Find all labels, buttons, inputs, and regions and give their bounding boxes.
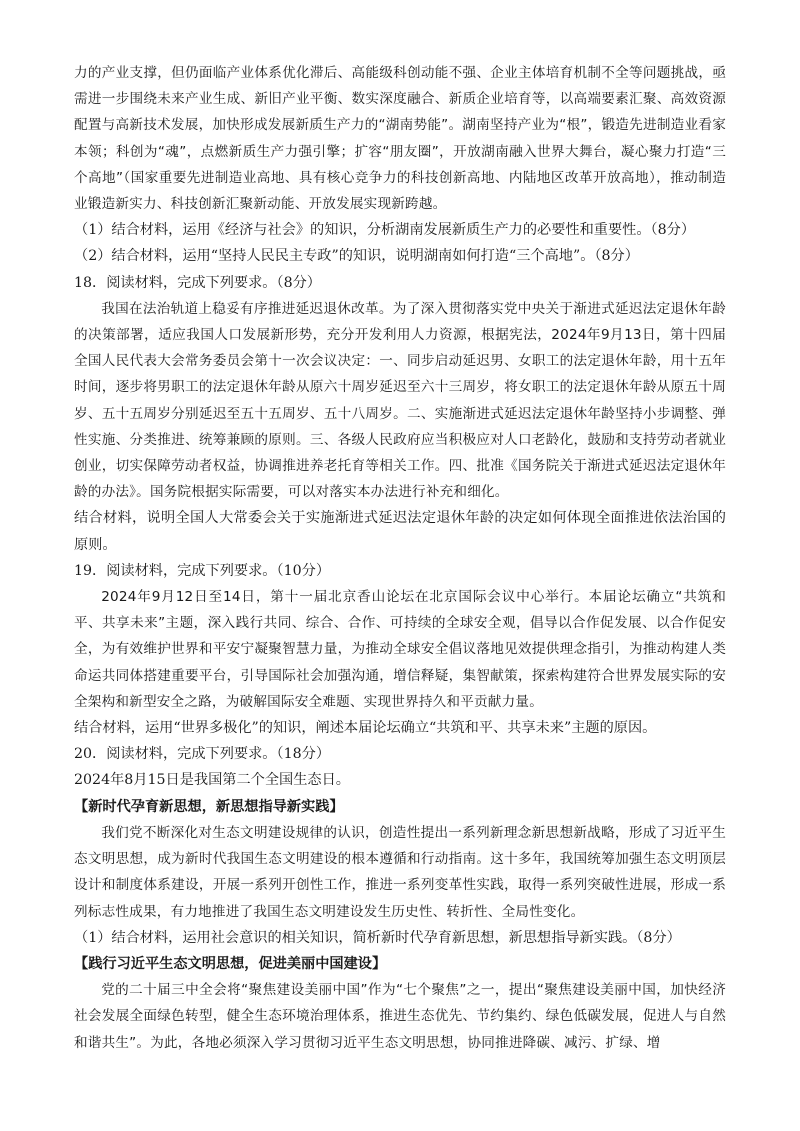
q17-subquestion-1: （1）结合材料，运用《经济与社会》的知识，分析湖南发展新质生产力的必要性和重要性。（8分） [74,222,696,239]
q17-material-continued: 力的产业支撑，但仍面临产业体系优化滞后、高能级科创动能不强、企业主体培育机制不全等问题挑战，亟需进一步围绕未来产业生成、新旧产业平衡、数实深度融合、新质企业培育等，以高端要素汇聚、高效资源配置与高新技术发展，加快形成发展新质生产力的“湖南势能”。湖南坚持产业为“根”，锻造先进制造业看家本领；科创为“魂”，点燃新质生产力强引擎；扩容“朋友圈”，开放湖南融入世界大舞台，凝心聚力打造“三个高地”（国家重要先进制造业高地、具有核心竞争力的科技创新高地、内陆地区改革开放高地），推动制造业锻造新实力、科技创新汇聚新动能、开放发展实现新跨越。 [74,65,726,213]
q18-question: 结合材料，说明全国人大常委会关于实施渐进式延迟法定退休年龄的决定如何体现全面推进依法治国的原则。 [74,510,726,553]
q19-heading: 19．阅读材料，完成下列要求。（10分） [74,562,331,579]
q20-section1-title: 【新时代孕育新思想，新思想指导新实践】 [74,798,344,815]
q20-heading: 20．阅读材料，完成下列要求。（18分） [74,746,331,763]
q19-material: 2024年9月12日至14日，第十一届北京香山论坛在北京国际会议中心举行。本届论坛确立“共筑和平、共享未来”主题，深入践行共同、综合、合作、可持续的全球安全观，倡导以合作促发展、以合作促安全，为有效维护世界和平安宁凝聚智慧力量，为推动全球安全倡议落地见效提供理念指引，为推动构建人类命运共同体搭建重要平台，引导国际社会加强沟通，增信释疑，集智献策，探索构建符合世界发展实际的安全架构和新型安全之路，为破解国际安全难题、实现世界持久和平贡献力量。 [74,589,726,710]
q18-heading: 18．阅读材料，完成下列要求。（8分） [74,274,321,291]
q17-subquestion-2: （2）结合材料，运用“坚持人民民主专政”的知识，说明湖南如何打造“三个高地”。（8分） [74,248,639,265]
q20-section2-material: 党的二十届三中全会将“聚焦建设美丽中国”作为“七个聚焦”之一，提出“聚焦建设美丽中国，加快经济社会发展全面绿色转型，健全生态环境治理体系，推进生态优先、节约集约、绿色低碳发展，促进人与自然和谐共生”。为此，各地必须深入学习贯彻习近平生态文明思想，协同推进降碳、减污、扩绿、增 [74,982,726,1051]
q20-section1-material: 我们党不断深化对生态文明建设规律的认识，创造性提出一系列新理念新思想新战略，形成了习近平生态文明思想，成为新时代我国生态文明建设的根本遵循和行动指南。这十多年，我国统筹加强生态文明顶层设计和制度体系建设，开展一系列开创性工作，推进一系列变革性实践，取得一系列突破性进展，形成一系列标志性成果，有力地推进了我国生态文明建设发生历史性、转折性、全局性变化。 [74,824,726,920]
q20-section2-title: 【践行习近平生态文明思想，促进美丽中国建设】 [74,955,387,972]
q20-intro: 2024年8月15日是我国第二个全国生态日。 [74,772,350,789]
q18-material: 我国在法治轨道上稳妥有序推进延迟退休改革。为了深入贯彻落实党中央关于渐进式延迟法定退休年龄的决策部署，适应我国人口发展新形势，充分开发利用人力资源，根据宪法，2024年9月13日，第十四届全国人民代表大会常务委员会第十一次会议决定：一、同步启动延迟男、女职工的法定退休年龄，用十五年时间，逐步将男职工的法定退休年龄从原六十周岁延迟至六十三周岁，将女职工的法定退休年龄从原五十周岁、五十五周岁分别延迟至五十五周岁、五十八周岁。二、实施渐进式延迟法定退休年龄坚持小步调整、弹性实施、分类推进、统筹兼顾的原则。三、各级人民政府应当积极应对人口老龄化，鼓励和支持劳动者就业创业，切实保障劳动者权益，协调推进养老托育等相关工作。四、批准《国务院关于渐进式延迟法定退休年龄的办法》。国务院根据实际需要，可以对落实本办法进行补充和细化。 [74,300,726,501]
q19-question: 结合材料，运用“世界多极化”的知识，阐述本届论坛确立“共筑和平、共享未来”主题的原因。 [74,720,657,737]
exam-page [74,60,726,1056]
q20-subquestion-1: （1）结合材料，运用社会意识的相关知识，简析新时代孕育新思想，新思想指导新实践。（8分） [74,929,681,946]
